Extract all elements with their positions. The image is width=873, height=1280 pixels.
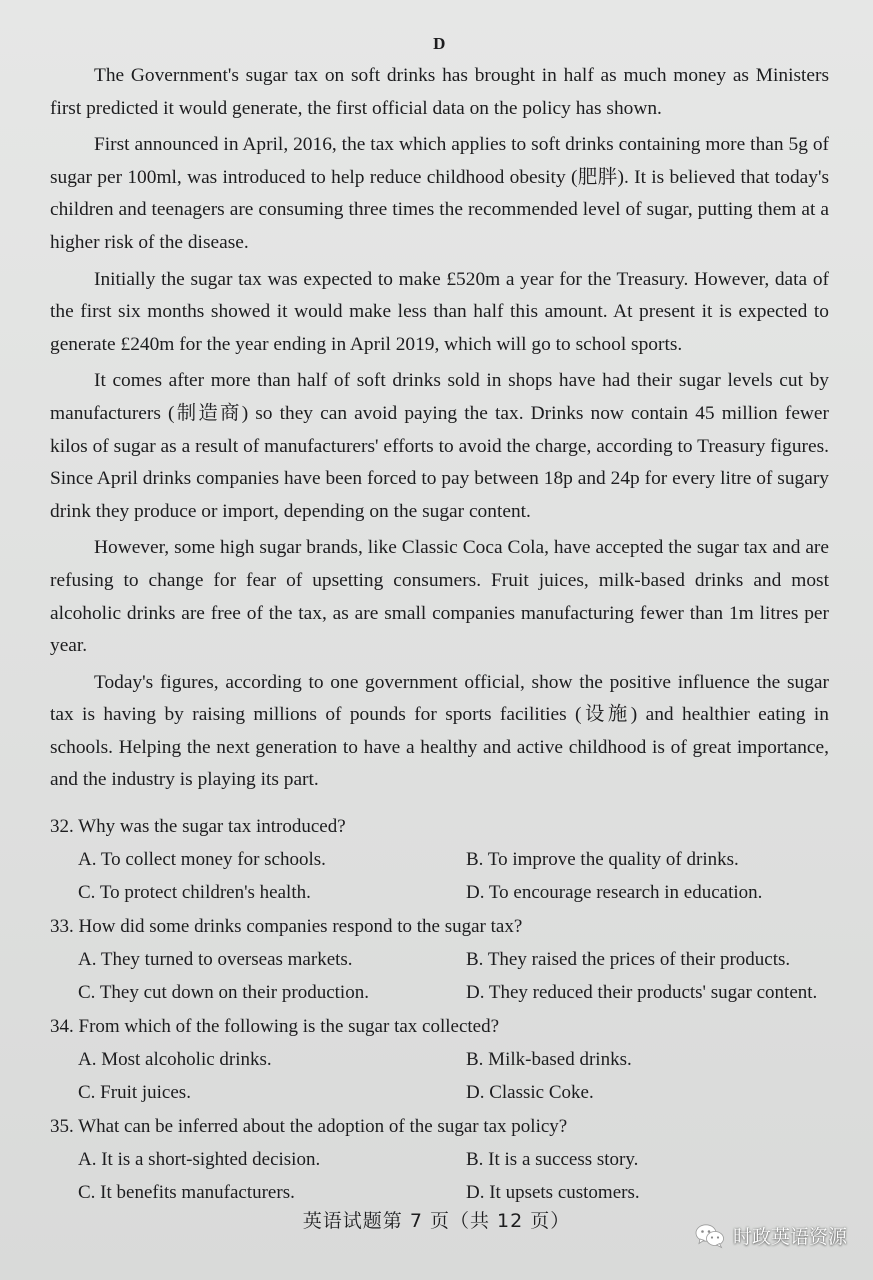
option-d: D. It upsets customers. [466,1182,640,1204]
reading-passage [50,60,829,797]
option-b: B. They raised the prices of their products. [466,949,791,971]
page-footer: 英语试题第 7 页（共 12 页） [302,1210,571,1232]
option-grid [50,1143,829,1209]
option-a: A. Most alcoholic drinks. [78,1049,272,1071]
option-grid [50,1043,829,1109]
wechat-icon [695,1223,725,1249]
option-c: C. To protect children's health. [78,882,311,904]
option-d: D. They reduced their products' sugar content. [466,982,818,1004]
question-stem: 35. What can be inferred about the adoption of the sugar tax policy? [50,1116,568,1138]
passage-paragraph: However, some high sugar brands, like Classic Coca Cola, have accepted the sugar tax and are refusing to change for fear of upsetting consumers. Fruit juices, milk-based drinks and most alcoholic drinks are free of the tax, as are small companies manufacturing fewer than 1m litres per year. [50,537,829,657]
option-a: A. They turned to overseas markets. [78,949,353,971]
option-b: B. Milk-based drinks. [466,1049,632,1071]
passage-paragraph: The Government's sugar tax on soft drinks has brought in half as much money as Ministers first predicted it would generate, the first official data on the policy has shown. [50,65,829,119]
question-list [50,811,829,1209]
option-grid [50,843,829,909]
question-stem: 34. From which of the following is the sugar tax collected? [50,1016,500,1038]
watermark-text: 时政英语资源 [732,1226,847,1248]
watermark [695,1222,847,1249]
option-grid [50,943,829,1009]
question-stem: 33. How did some drinks companies respond to the sugar tax? [50,916,523,938]
passage-paragraph: Initially the sugar tax was expected to make £520m a year for the Treasury. However, data of the first six months showed it would make less than half this amount. At present it is expected to generate £240m for the year ending in April 2019, which will go to school sports. [50,268,829,355]
option-c: C. It benefits manufacturers. [78,1182,295,1204]
question-stem: 32. Why was the sugar tax introduced? [50,816,346,838]
option-a: A. To collect money for schools. [78,849,326,871]
passage-paragraph: Today's figures, according to one government official, show the positive influence the sugar tax is having by raising millions of pounds for sports facilities (设施) and healthier eating in schools. Helping the next generation to have a healthy and active childhood is of great importance, and the industry is playing its part. [50,671,829,791]
question-35 [50,1111,829,1209]
question-34 [50,1011,829,1109]
option-b: B. To improve the quality of drinks. [466,849,739,871]
question-32 [50,811,829,909]
option-a: A. It is a short-sighted decision. [78,1149,321,1171]
section-letter: D [433,34,446,53]
question-33 [50,911,829,1009]
option-d: D. To encourage research in education. [466,882,763,904]
option-c: C. They cut down on their production. [78,982,369,1004]
passage-paragraph: First announced in April, 2016, the tax which applies to soft drinks containing more than 5g of sugar per 100ml, was introduced to help reduce childhood obesity (肥胖). It is believed that today's children and teenagers are consuming three times the recommended level of sugar, putting them at a higher risk of the disease. [50,134,829,253]
passage-paragraph: It comes after more than half of soft drinks sold in shops have had their sugar levels cut by manufacturers (制造商) so they can avoid paying the tax. Drinks now contain 45 million fewer kilos of sugar as a result of manufacturers' efforts to avoid the charge, according to Treasury figures. Since April drinks companies have been forced to pay between 18p and 24p for every litre of sugary drink they produce or import, depending on the sugar content. [50,370,829,522]
option-c: C. Fruit juices. [78,1082,191,1104]
option-d: D. Classic Coke. [466,1082,594,1104]
option-b: B. It is a success story. [466,1149,639,1171]
